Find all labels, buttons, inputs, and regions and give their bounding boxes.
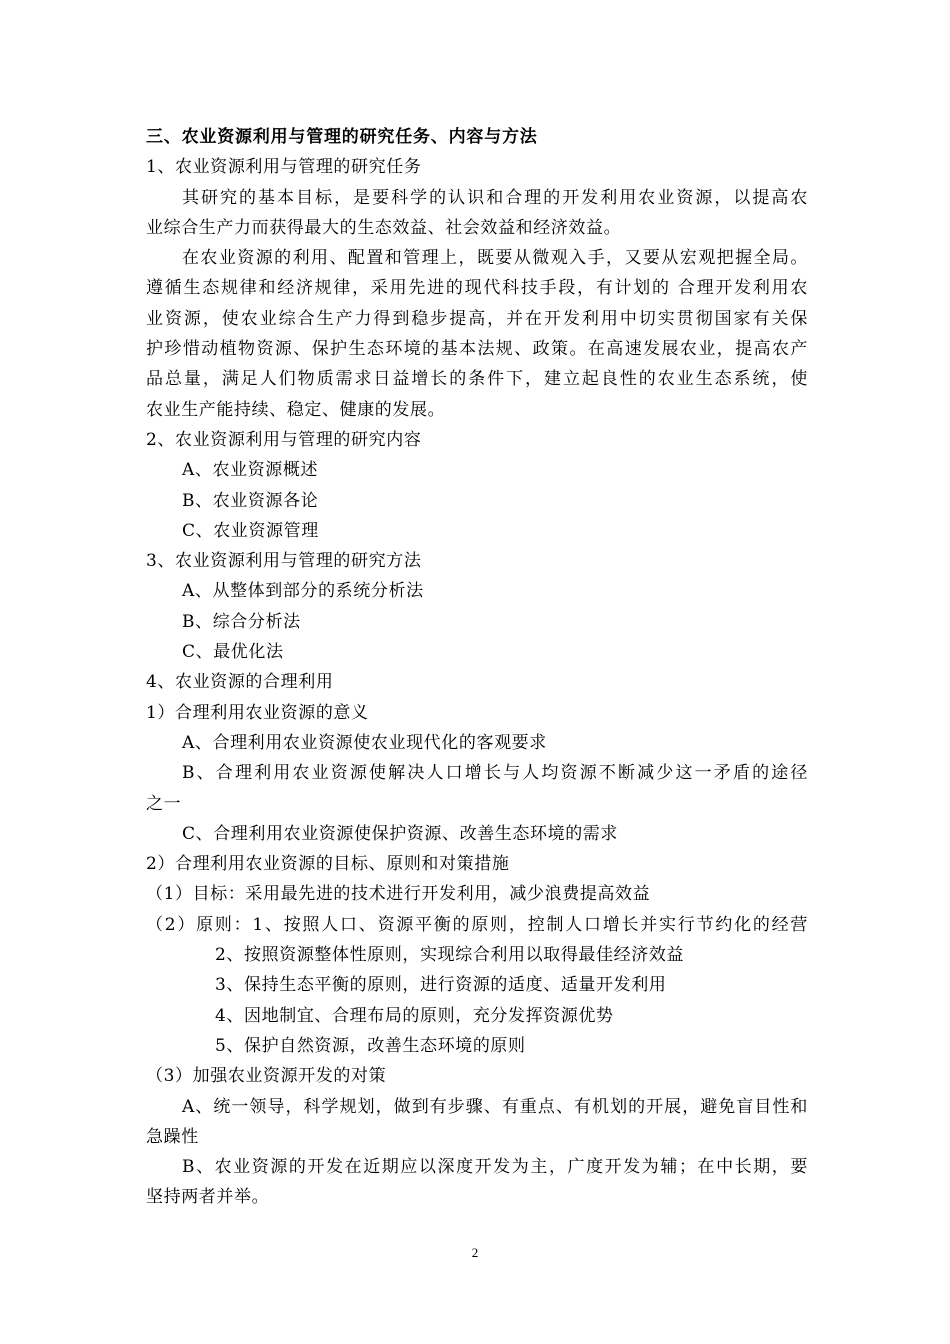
- document-body: [146, 122, 808, 1213]
- list-item: C、农业资源管理: [182, 520, 319, 541]
- list-item: 5、保护自然资源，改善生态环境的原则: [215, 1035, 526, 1056]
- page-number: 2: [471, 1245, 479, 1260]
- subsection-title: 3、农业资源利用与管理的研究方法: [146, 551, 422, 572]
- list-item: 3、保持生态平衡的原则，进行资源的适度、适量开发利用: [215, 975, 667, 996]
- list-item: A、统一领导，科学规划，做到有步骤、有重点、有机划的开展，避免盲目性和: [182, 1096, 808, 1117]
- list-item: A、合理利用农业资源使农业现代化的客观要求: [182, 732, 547, 753]
- list-item: A、从整体到部分的系统分析法: [182, 581, 424, 602]
- paragraph-line: 业资源，使农业综合生产力得到稳步提高，并在开发利用中切实贯彻国家有关保: [146, 308, 808, 329]
- paragraph-line: 在农业资源的利用、配置和管理上，既要从微观入手，又要从宏观把握全局。: [182, 248, 808, 269]
- list-item: A、农业资源概述: [182, 460, 319, 481]
- list-item: （2）原则：1、按照人口、资源平衡的原则，控制人口增长并实行节约化的经营: [146, 914, 808, 935]
- subsection-title: 2、农业资源利用与管理的研究内容: [146, 429, 422, 450]
- list-item-continuation: 之一: [146, 793, 182, 814]
- list-item: C、最优化法: [182, 642, 284, 663]
- list-item: B、农业资源各论: [182, 490, 319, 511]
- sub-heading: 1）合理利用农业资源的意义: [146, 702, 369, 723]
- section-heading: 三、农业资源利用与管理的研究任务、内容与方法: [146, 127, 538, 147]
- list-item: B、合理利用农业资源使解决人口增长与人均资源不断减少这一矛盾的途径: [182, 763, 808, 784]
- paragraph-line: 农业生产能持续、稳定、健康的发展。: [146, 399, 446, 420]
- sub-heading: 2）合理利用农业资源的目标、原则和对策措施: [146, 854, 510, 875]
- paragraph-line: 遵循生态规律和经济规律，采用先进的现代科技手段，有计划的 合理开发利用农: [146, 278, 808, 299]
- list-item-continuation: 坚持两者并举。: [146, 1187, 270, 1208]
- paragraph-line: 其研究的基本目标，是要科学的认识和合理的开发利用农业资源，以提高农: [182, 187, 808, 208]
- list-item: B、综合分析法: [182, 611, 301, 632]
- subsection-title: 4、农业资源的合理利用: [146, 672, 334, 693]
- list-item: C、合理利用农业资源使保护资源、改善生态环境的需求: [182, 823, 619, 844]
- list-item: B、农业资源的开发在近期应以深度开发为主，广度开发为辅；在中长期，要: [182, 1157, 808, 1178]
- list-item-continuation: 急躁性: [146, 1126, 199, 1147]
- paragraph-line: 护珍惜动植物资源、保护生态环境的基本法规、政策。在高速发展农业，提高农产: [146, 339, 808, 360]
- list-item: 4、因地制宜、合理布局的原则，充分发挥资源优势: [215, 1005, 614, 1026]
- list-item: 2、按照资源整体性原则，实现综合利用以取得最佳经济效益: [215, 945, 685, 966]
- sub-heading: （3）加强农业资源开发的对策: [146, 1066, 387, 1087]
- subsection-title: 1、农业资源利用与管理的研究任务: [146, 157, 422, 178]
- paragraph-line: 业综合生产力而获得最大的生态效益、社会效益和经济效益。: [146, 217, 622, 238]
- paragraph-line: 品总量，满足人们物质需求日益增长的条件下，建立起良性的农业生态系统，使: [146, 369, 808, 390]
- list-item: （1）目标：采用最先进的技术进行开发利用，减少浪费提高效益: [146, 884, 651, 905]
